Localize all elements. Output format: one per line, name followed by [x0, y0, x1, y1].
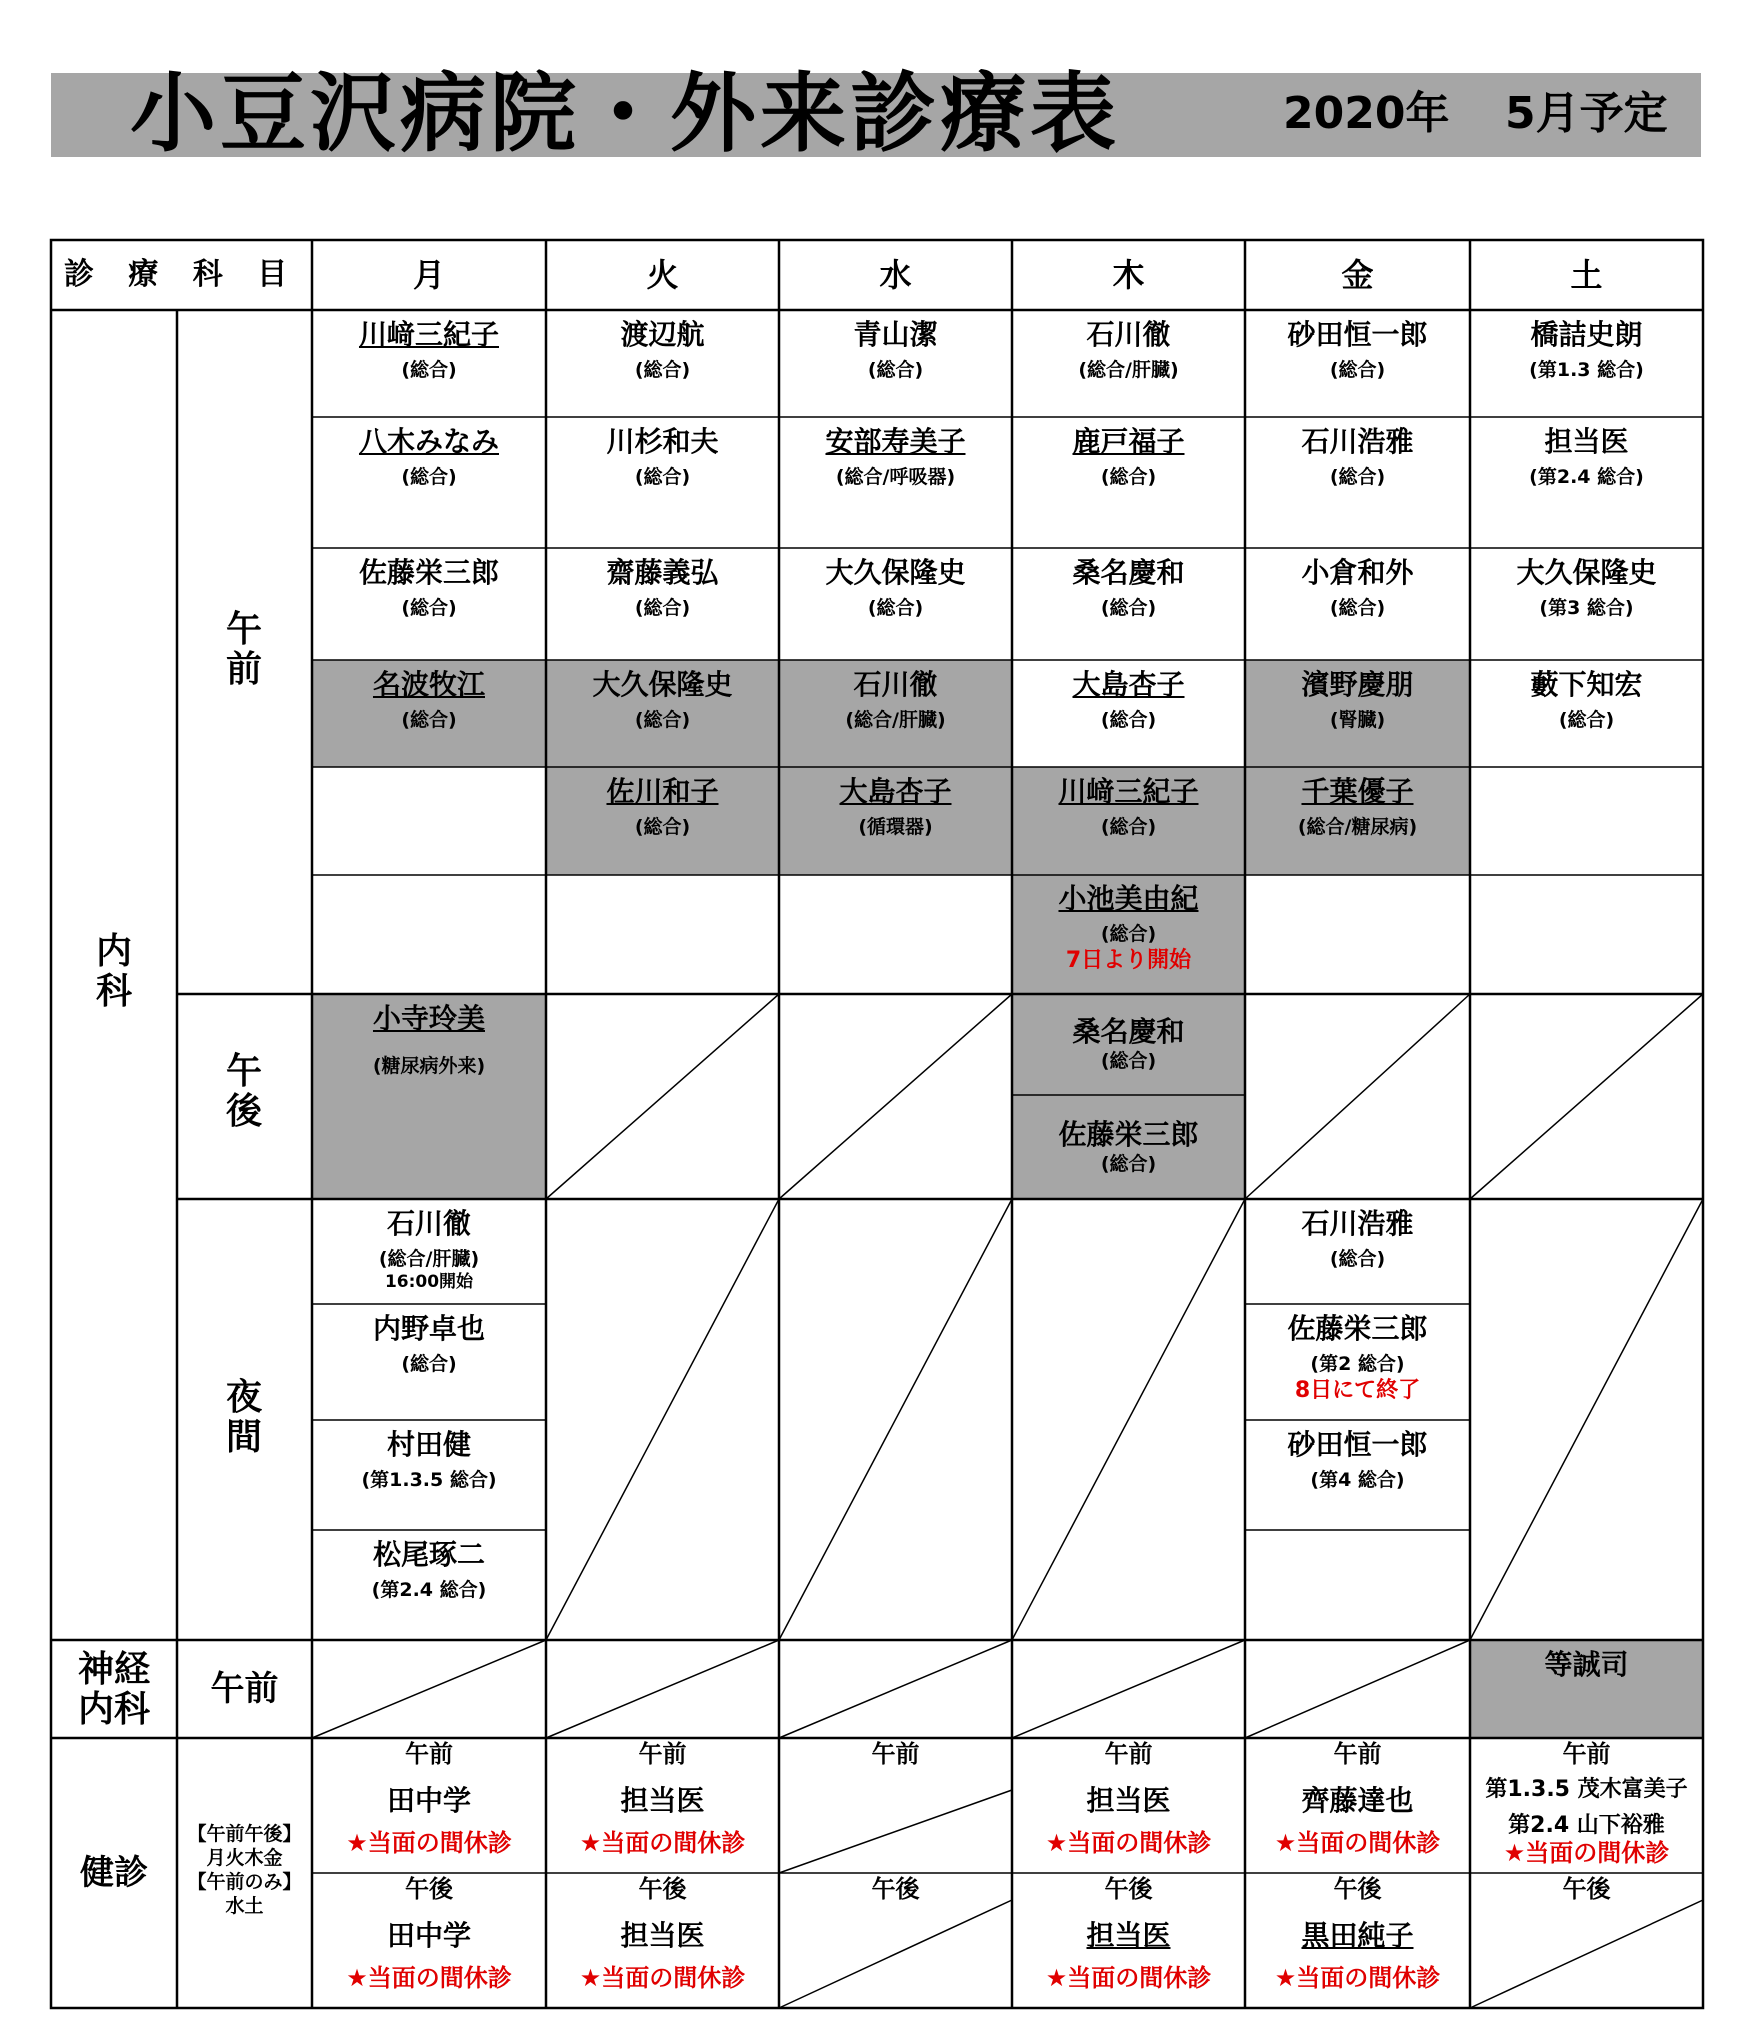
- doctor-specialty: (総合/呼吸器): [835, 466, 956, 488]
- doctor-name: 担当医: [620, 1919, 705, 1952]
- doctor-specialty: (循環器): [858, 816, 933, 838]
- doctor-cell: [779, 775, 1012, 839]
- doctor-cell: [1470, 425, 1703, 489]
- month-label: 5月予定: [1505, 88, 1668, 139]
- doctor-name: 石川徹: [1086, 318, 1171, 351]
- doctor-name: 石川徹: [853, 668, 938, 701]
- doctor-cell: [1012, 556, 1245, 620]
- doctor-specialty: (糖尿病外来): [372, 1055, 486, 1077]
- doctor-name: 安部寿美子: [825, 425, 966, 458]
- closed-note: ★当面の間休診: [346, 1964, 512, 1992]
- doctor-name: 石川浩雅: [1301, 425, 1414, 458]
- doctor-specialty: (総合): [1558, 709, 1615, 731]
- kenshin-pm-cell: [1012, 1875, 1245, 1991]
- doctor-name: 第2.4 山下裕雅: [1508, 1813, 1665, 1838]
- year-label: 2020年: [1283, 88, 1450, 139]
- time-label: 午前: [871, 1740, 920, 1768]
- header-day-mon: 月: [412, 256, 445, 294]
- time-label: 午後: [871, 1875, 920, 1903]
- doctor-specialty: (総合): [1329, 466, 1386, 488]
- time-label: 午後: [405, 1875, 453, 1903]
- doctor-specialty: (総合): [1100, 466, 1157, 488]
- time-label: 午前: [1562, 1740, 1611, 1768]
- kenshin-note-line: 水土: [225, 1895, 264, 1917]
- doctor-cell: [312, 668, 546, 732]
- section-pm: 午後: [225, 1051, 262, 1132]
- doctor-specialty: (総合): [634, 709, 691, 731]
- doctor-name: 佐藤栄三郎: [1287, 1312, 1428, 1345]
- doctor-specialty: (総合): [401, 1353, 457, 1375]
- doctor-cell: [1012, 668, 1245, 732]
- doctor-name: 第1.3.5 茂木富美子: [1485, 1777, 1688, 1802]
- doctor-specialty: (第2.4 総合): [371, 1579, 487, 1601]
- doctor-specialty: (第1.3.5 総合): [361, 1469, 497, 1491]
- header-day-fri: 金: [1341, 256, 1374, 294]
- section-kenshin: 健診: [80, 1853, 148, 1893]
- doctor-cell: [1012, 1015, 1245, 1073]
- doctor-name: 名波牧江: [372, 668, 485, 701]
- doctor-specialty: (総合): [1100, 1050, 1157, 1072]
- doctor-cell: [1012, 1118, 1245, 1176]
- closed-note: ★当面の間休診: [579, 1964, 746, 1992]
- kenshin-pm-cell: [546, 1875, 779, 1991]
- doctor-name: 青山潔: [853, 318, 938, 351]
- kenshin-pm-cell: [779, 1875, 1012, 1903]
- doctor-name: 小寺玲美: [372, 1002, 485, 1035]
- doctor-name: 大久保隆史: [1516, 556, 1657, 589]
- header-day-tue: 火: [646, 256, 679, 294]
- doctor-specialty: (総合): [634, 466, 691, 488]
- doctor-name: 等誠司: [1544, 1648, 1629, 1681]
- doctor-cell: [1245, 1428, 1470, 1492]
- kenshin-pm-cell: [312, 1875, 546, 1991]
- kenshin-pm-cell: [1470, 1875, 1703, 1903]
- kenshin-pm-cell: [1245, 1875, 1470, 1991]
- doctor-name: 桑名慶和: [1072, 1015, 1185, 1048]
- doctor-specialty: (第1.3 総合): [1529, 359, 1644, 381]
- closed-note: ★当面の間休診: [1045, 1829, 1212, 1857]
- doctor-cell: [1245, 1207, 1470, 1271]
- doctor-name: 砂田恒一郎: [1287, 1428, 1428, 1461]
- header-day-sat: 土: [1570, 256, 1603, 294]
- doctor-name: 八木みなみ: [358, 425, 499, 458]
- doctor-name: 担当医: [1544, 425, 1629, 458]
- kenshin-am-cell: [779, 1740, 1012, 1768]
- doctor-name: 大島杏子: [1072, 668, 1185, 701]
- kenshin-am-cell: [1245, 1740, 1470, 1856]
- doctor-cell: [1245, 1312, 1470, 1404]
- doctor-specialty: (総合): [1100, 1153, 1157, 1175]
- header-dept: 診 療 科 目: [63, 257, 300, 292]
- kenshin-note-line: 【午前のみ】: [187, 1871, 302, 1893]
- kenshin-note: [177, 1822, 312, 1918]
- doctor-name: 桑名慶和: [1072, 556, 1185, 589]
- doctor-specialty: (総合): [401, 709, 457, 731]
- doctor-cell: [312, 1538, 546, 1602]
- doctor-specialty: (総合/肝臓): [378, 1248, 480, 1270]
- doctor-name: 砂田恒一郎: [1287, 318, 1428, 351]
- doctor-name: 藪下知宏: [1530, 668, 1643, 701]
- kenshin-am-cell: [546, 1740, 779, 1856]
- doctor-cell: [312, 1312, 546, 1376]
- time-label: 午前: [1333, 1740, 1382, 1768]
- doctor-cell: [546, 668, 779, 732]
- doctor-cell: [1245, 668, 1470, 732]
- page-title: 小豆沢病院・外来診療表: [130, 64, 1120, 164]
- doctor-name: 齊藤達也: [1301, 1784, 1414, 1817]
- doctor-name: 石川徹: [386, 1207, 471, 1240]
- doctor-cell: [312, 556, 546, 620]
- closed-note: ★当面の間休診: [1274, 1964, 1441, 1992]
- time-label: 午前: [405, 1740, 453, 1768]
- doctor-cell: [1245, 775, 1470, 839]
- doctor-specialty: (総合/肝臓): [1078, 359, 1179, 381]
- doctor-specialty: (総合): [401, 359, 457, 381]
- doctor-name: 内野卓也: [372, 1312, 485, 1345]
- doctor-cell: [312, 318, 546, 382]
- doctor-cell: [1245, 556, 1470, 620]
- doctor-specialty: (総合): [1100, 923, 1157, 945]
- section-shinkei: 神経内科: [77, 1649, 150, 1730]
- schedule-note: 16:00開始: [384, 1272, 474, 1292]
- doctor-name: 川杉和夫: [606, 425, 719, 458]
- doctor-cell: [312, 425, 546, 489]
- schedule-note: 7日より開始: [1065, 948, 1192, 973]
- closed-note: ★当面の間休診: [1045, 1964, 1212, 1992]
- doctor-name: 担当医: [1086, 1784, 1171, 1817]
- doctor-specialty: (総合): [1329, 359, 1386, 381]
- doctor-cell: [1012, 425, 1245, 489]
- doctor-specialty: (総合): [1100, 709, 1157, 731]
- header-day-wed: 水: [879, 256, 912, 294]
- doctor-cell: [546, 318, 779, 382]
- doctor-specialty: (総合): [1329, 597, 1386, 619]
- closed-note: ★当面の間休診: [579, 1829, 746, 1857]
- doctor-cell: [1012, 318, 1245, 382]
- doctor-specialty: (総合/糖尿病): [1297, 816, 1418, 838]
- doctor-name: 村田健: [386, 1428, 471, 1461]
- doctor-name: 小倉和外: [1301, 556, 1414, 589]
- doctor-cell: [779, 425, 1012, 489]
- doctor-cell: [546, 775, 779, 839]
- doctor-cell: [779, 318, 1012, 382]
- doctor-specialty: (総合): [1100, 597, 1157, 619]
- kenshin-am-cell: [1470, 1740, 1703, 1866]
- time-label: 午後: [1104, 1875, 1153, 1903]
- schedule-note: 8日にて終了: [1294, 1378, 1421, 1403]
- doctor-specialty: (総合): [1100, 816, 1157, 838]
- doctor-name: 濱野慶朋: [1301, 668, 1414, 701]
- doctor-name: 川﨑三紀子: [1058, 775, 1199, 808]
- doctor-name: 鹿戸福子: [1072, 425, 1185, 458]
- time-label: 午前: [638, 1740, 687, 1768]
- section-night: 夜間: [225, 1377, 262, 1458]
- doctor-name: 千葉優子: [1301, 775, 1414, 808]
- kenshin-am-cell: [1012, 1740, 1245, 1856]
- doctor-name: 田中学: [386, 1784, 471, 1817]
- doctor-name: 佐藤栄三郎: [358, 556, 499, 589]
- doctor-specialty: (第4 総合): [1310, 1469, 1405, 1491]
- doctor-specialty: (総合): [1329, 1248, 1386, 1270]
- doctor-cell: [546, 556, 779, 620]
- doctor-name: 大久保隆史: [592, 668, 733, 701]
- doctor-cell: [1012, 882, 1245, 974]
- doctor-cell: [1470, 318, 1703, 382]
- doctor-cell: [1470, 668, 1703, 732]
- time-label: 午後: [1562, 1875, 1611, 1903]
- section-shinkei-am: 午前: [210, 1669, 279, 1709]
- doctor-cell: [546, 425, 779, 489]
- doctor-name: 松尾琢二: [372, 1538, 485, 1571]
- doctor-name: 担当医: [1086, 1919, 1171, 1952]
- doctor-name: 佐藤栄三郎: [1058, 1118, 1199, 1151]
- doctor-name: 橋詰史朗: [1530, 318, 1643, 351]
- doctor-name: 黒田純子: [1301, 1919, 1414, 1952]
- time-label: 午後: [1333, 1875, 1382, 1903]
- doctor-name: 大久保隆史: [825, 556, 966, 589]
- doctor-cell: [312, 1207, 546, 1293]
- doctor-specialty: (腎臓): [1329, 709, 1386, 731]
- doctor-specialty: (総合): [401, 466, 457, 488]
- doctor-cell: [312, 1002, 546, 1078]
- doctor-specialty: (総合): [867, 597, 924, 619]
- closed-note: ★当面の間休診: [346, 1829, 512, 1857]
- doctor-name: 石川浩雅: [1301, 1207, 1414, 1240]
- doctor-specialty: (総合): [867, 359, 924, 381]
- doctor-name: 大島杏子: [839, 775, 952, 808]
- doctor-name: 小池美由紀: [1058, 882, 1199, 915]
- doctor-specialty: (第2.4 総合): [1529, 466, 1644, 488]
- doctor-cell: [1245, 318, 1470, 382]
- doctor-name: 田中学: [386, 1919, 471, 1952]
- header-day-thu: 木: [1112, 256, 1145, 294]
- closed-note: ★当面の間休診: [1503, 1839, 1670, 1867]
- doctor-name: 渡辺航: [620, 318, 705, 351]
- doctor-cell: [779, 556, 1012, 620]
- section-naika: 内科: [95, 931, 132, 1012]
- kenshin-note-line: 月火木金: [206, 1847, 283, 1869]
- doctor-cell: [1470, 1648, 1703, 1682]
- doctor-specialty: (総合): [634, 359, 691, 381]
- doctor-name: 担当医: [620, 1784, 705, 1817]
- time-label: 午前: [1104, 1740, 1153, 1768]
- section-am: 午前: [225, 609, 262, 690]
- doctor-cell: [779, 668, 1012, 732]
- doctor-cell: [1012, 775, 1245, 839]
- doctor-specialty: (総合): [634, 597, 691, 619]
- doctor-name: 佐川和子: [606, 775, 719, 808]
- doctor-name: 川﨑三紀子: [358, 318, 499, 351]
- doctor-specialty: (第3 総合): [1539, 597, 1634, 619]
- doctor-specialty: (総合): [634, 816, 691, 838]
- doctor-specialty: (総合/肝臓): [845, 709, 946, 731]
- kenshin-am-cell: [312, 1740, 546, 1856]
- doctor-specialty: (第2 総合): [1310, 1353, 1405, 1375]
- doctor-cell: [1245, 425, 1470, 489]
- doctor-specialty: (総合): [401, 597, 457, 619]
- closed-note: ★当面の間休診: [1274, 1829, 1441, 1857]
- doctor-name: 齋藤義弘: [606, 556, 719, 589]
- doctor-cell: [1470, 556, 1703, 620]
- kenshin-note-line: 【午前午後】: [187, 1823, 302, 1845]
- doctor-cell: [312, 1428, 546, 1492]
- time-label: 午後: [638, 1875, 687, 1903]
